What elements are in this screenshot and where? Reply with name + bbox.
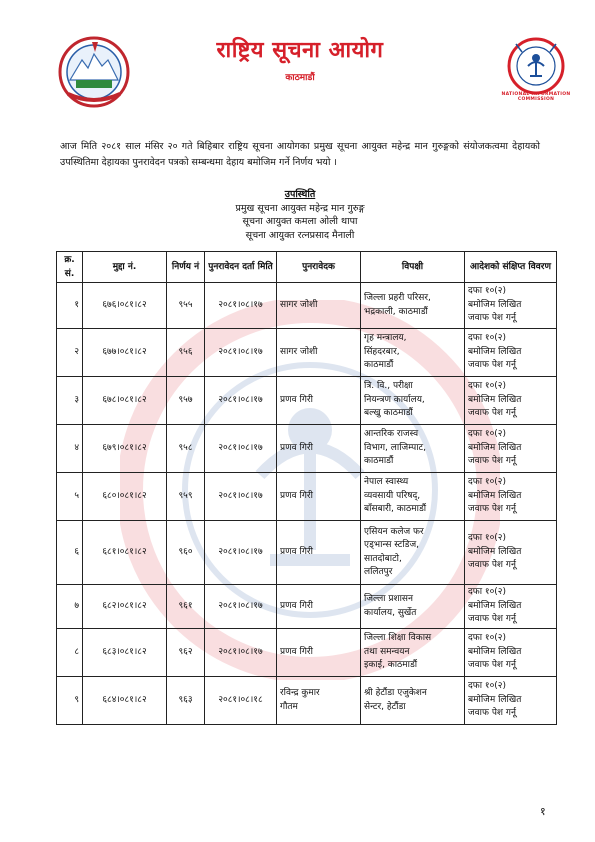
row-serial: २ [57, 329, 83, 377]
attendance-member: सूचना आयुक्त कमला ओली थापा [242, 216, 358, 227]
order-summary: दफा १०(२) बमोजिम लिखित जवाफ पेश गर्नू [465, 329, 557, 377]
respondent: श्री हेटौंडा एजुकेशन सेन्टर, हेटौंडा [361, 677, 465, 725]
case-number: ६७८।०८१।८२ [83, 377, 167, 425]
decision-number: ९६१ [167, 585, 205, 629]
table-row [57, 629, 557, 677]
attendance-heading: उपस्थिति [284, 189, 316, 200]
seal-caption: NATIONAL INFORMATION COMMISSION [501, 92, 571, 102]
appeal-date: २०८१।०८।१७ [205, 629, 277, 677]
intro-paragraph: आज मिति २०८१ साल मंसिर २० गते बिहिबार राष्ट्रिय सूचना आयोगका प्रमुख सूचना आयुक्त महेन्द्र मान गुरुङ्गको संयोजकत्वमा देहायको उपस्थितिमा देहायका पुनरावेदन पत्रको सम्बन्धमा देहाय बमोजिम गर्ने निर्णय भयो । [60, 141, 540, 168]
table-row [57, 329, 557, 377]
table-row [57, 677, 557, 725]
decision-number: ९५९ [167, 473, 205, 521]
column-header: निर्णय नं [167, 252, 205, 283]
case-number: ६८१।०८१।८२ [83, 521, 167, 585]
decision-table [56, 251, 557, 725]
column-header: विपक्षी [361, 252, 465, 283]
row-serial: ८ [57, 629, 83, 677]
decision-number: ९५५ [167, 283, 205, 329]
commission-location: काठमाडौं [285, 73, 315, 83]
attendance-member: प्रमुख सूचना आयुक्त महेन्द्र मान गुरुङ्ग [235, 202, 365, 214]
decision-number: ९६२ [167, 629, 205, 677]
appeal-date: २०८१।०८।१७ [205, 521, 277, 585]
respondent: आन्तरिक राजस्व विभाग, लाजिम्पाट, काठमाडौं [361, 425, 465, 473]
table-row [57, 521, 557, 585]
commission-title: राष्ट्रिय सूचना आयोग [216, 38, 384, 63]
case-number: ६७७।०८१।८२ [83, 329, 167, 377]
appeal-date: २०८१।०८।१७ [205, 425, 277, 473]
respondent: जिल्ला प्रहरी परिसर, भद्रकाली, काठमाडौं [361, 283, 465, 329]
order-summary: दफा १०(२) बमोजिम लिखित जवाफ पेश गर्नू [465, 473, 557, 521]
case-number: ६७६।०८१।८२ [83, 283, 167, 329]
appellant: रविन्द्र कुमार गौतम [277, 677, 361, 725]
order-summary: दफा १०(२) बमोजिम लिखित जवाफ पेश गर्नू [465, 377, 557, 425]
case-number: ६८४।०८१।८२ [83, 677, 167, 725]
order-summary: दफा १०(२) बमोजिम लिखित जवाफ पेश गर्नू [465, 585, 557, 629]
row-serial: ३ [57, 377, 83, 425]
table-row [57, 425, 557, 473]
respondent: जिल्ला प्रशासन कार्यालय, सुर्खेत [361, 585, 465, 629]
column-header: मुद्दा नं. [83, 252, 167, 283]
case-number: ६७९।०८१।८२ [83, 425, 167, 473]
column-header: पुनरावेदक [277, 252, 361, 283]
respondent: त्रि. वि., परीक्षा नियन्त्रण कार्यालय, बल्खु काठमाडौं [361, 377, 465, 425]
appellant: प्रणव गिरी [277, 585, 361, 629]
respondent: गृह मन्त्रालय, सिंहदरबार, काठमाडौं [361, 329, 465, 377]
decision-number: ९६३ [167, 677, 205, 725]
appellant: प्रणव गिरी [277, 473, 361, 521]
case-number: ६८२।०८१।८२ [83, 585, 167, 629]
appellant: सागर जोशी [277, 283, 361, 329]
table-row [57, 585, 557, 629]
appeal-date: २०८१।०८।१७ [205, 585, 277, 629]
order-summary: दफा १०(२) बमोजिम लिखित जवाफ पेश गर्नू [465, 283, 557, 329]
appellant: प्रणव गिरी [277, 425, 361, 473]
decision-number: ९६० [167, 521, 205, 585]
row-serial: ९ [57, 677, 83, 725]
order-summary: दफा १०(२) बमोजिम लिखित जवाफ पेश गर्नू [465, 521, 557, 585]
appellant: प्रणव गिरी [277, 521, 361, 585]
row-serial: १ [57, 283, 83, 329]
respondent: एसियन कलेज फर एड्भान्स स्टडिज, सातदोबाटो, ललितपुर [361, 521, 465, 585]
respondent: जिल्ला शिक्षा विकास तथा समन्वयन इकाई, काठमाडौं [361, 629, 465, 677]
table-row [57, 377, 557, 425]
row-serial: ५ [57, 473, 83, 521]
order-summary: दफा १०(२) बमोजिम लिखित जवाफ पेश गर्नू [465, 425, 557, 473]
decision-number: ९५६ [167, 329, 205, 377]
table-row [57, 283, 557, 329]
respondent: नेपाल स्वास्थ्य व्यवसायी परिषद्, बाँसबारी, काठमाडौं [361, 473, 465, 521]
table-header-row [57, 252, 557, 283]
order-summary: दफा १०(२) बमोजिम लिखित जवाफ पेश गर्नू [465, 629, 557, 677]
column-header: आदेशको संक्षिप्त विवरण [465, 252, 557, 283]
column-header: क्र. सं. [57, 252, 83, 283]
appeal-date: २०८१।०८।१७ [205, 283, 277, 329]
appellant: प्रणव गिरी [277, 377, 361, 425]
row-serial: ४ [57, 425, 83, 473]
decision-number: ९५७ [167, 377, 205, 425]
order-summary: दफा १०(२) बमोजिम लिखित जवाफ पेश गर्नू [465, 677, 557, 725]
column-header: पुनरावेदन दर्ता मिति [205, 252, 277, 283]
appellant: प्रणव गिरी [277, 629, 361, 677]
row-serial: ६ [57, 521, 83, 585]
appellant: सागर जोशी [277, 329, 361, 377]
attendance-block [60, 188, 540, 242]
appeal-date: २०८१।०८।१७ [205, 473, 277, 521]
table-row [57, 473, 557, 521]
attendance-member: सूचना आयुक्त रत्नप्रसाद मैनाली [245, 229, 355, 241]
row-serial: ७ [57, 585, 83, 629]
decision-number: ९५८ [167, 425, 205, 473]
case-number: ६८३।०८१।८२ [83, 629, 167, 677]
appeal-date: २०८१।०८।१७ [205, 329, 277, 377]
appeal-date: २०८१।०८।१८ [205, 677, 277, 725]
appeal-date: २०८१।०८।१७ [205, 377, 277, 425]
case-number: ६८०।०८१।८२ [83, 473, 167, 521]
nepal-emblem-icon [54, 36, 134, 108]
page-number: १ [540, 805, 546, 818]
